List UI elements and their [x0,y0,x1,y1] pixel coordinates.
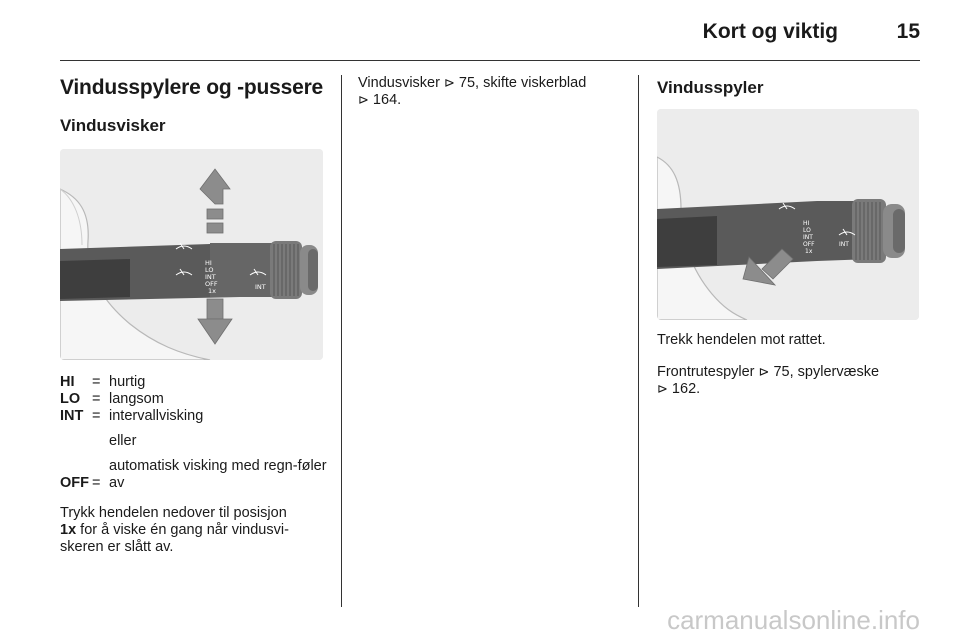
lever-label-int: INT [803,234,813,241]
def-term: LO [60,391,81,407]
ref-page: 75, skifte viskerblad [454,75,587,91]
lever-label-int: INT [205,273,216,281]
definition-row [60,408,328,425]
def-eq: = [92,374,101,390]
ref-text: Frontrutespyler [657,363,755,380]
ref-arrow-icon: ⊳ [358,93,369,108]
def-eq: = [92,475,101,491]
lever-label-hi: HI [803,220,810,227]
lever-label-int2: INT [255,283,266,291]
def-eq: = [92,391,101,407]
lever-label-lo: LO [205,266,214,274]
washer-instruction: Trekk hendelen mot rattet. [657,332,826,348]
definition-row [60,391,328,408]
ref-text: Vindusvisker [358,75,440,91]
lever-label-1x: 1x [805,248,813,255]
definition-row [60,374,328,391]
subheading-washer: Vindusspyler [657,78,764,97]
definition-row [60,475,328,492]
column-2 [358,75,620,109]
wiper-lever-svg [60,149,323,360]
ref-arrow-icon: ⊳ [443,76,455,91]
def-eq: = [92,408,101,424]
def-desc: av [109,475,125,491]
instruction-paragraph [60,505,328,556]
cross-reference [657,364,921,398]
section-heading: Vindusspylere og -pussere [60,76,324,99]
ref-arrow-icon: ⊳ [657,381,668,397]
def-term: OFF [60,475,89,491]
washer-lever-illustration [657,109,919,320]
para-text: Trykk hendelen nedover til posisjon [60,505,287,521]
def-desc: intervallvisking [109,408,204,424]
para-bold: 1x [60,522,77,538]
para-text: for å viske én gang når vindusvi-skeren er slått av. [60,522,289,555]
page-header [0,0,960,62]
header-rule [60,60,920,61]
ref-page: 162. [667,380,701,397]
lever-label-off: OFF [205,280,218,288]
wiper-lever-illustration [60,149,323,360]
lever-label-hi: HI [205,259,212,267]
ref-arrow-icon: ⊳ [758,364,770,380]
lever-label-1x: 1x [208,287,216,295]
column-1 [60,75,328,571]
column-divider [638,75,639,607]
def-alt: automatisk visking med regn-føler [109,458,327,474]
ref-page: 75, spylervæske [769,363,880,380]
def-or: eller [109,433,137,449]
watermark: carmanualsonline.info [667,605,920,635]
cross-reference [358,75,620,109]
lever-label-int2: INT [839,241,849,248]
lever-label-off: OFF [803,241,815,248]
def-desc: langsom [109,391,164,407]
def-term: HI [60,374,75,390]
column-divider [341,75,342,607]
def-term: INT [60,408,84,424]
def-desc: hurtig [109,374,146,390]
page-number: 15 [896,20,920,43]
column-3 [657,75,921,398]
ref-page: 164. [368,92,402,108]
subheading-wiper: Vindusvisker [60,116,166,135]
definition-list [60,374,328,492]
washer-lever-svg [657,109,919,320]
header-title: Kort og viktig [702,20,838,43]
lever-label-lo: LO [803,227,811,234]
